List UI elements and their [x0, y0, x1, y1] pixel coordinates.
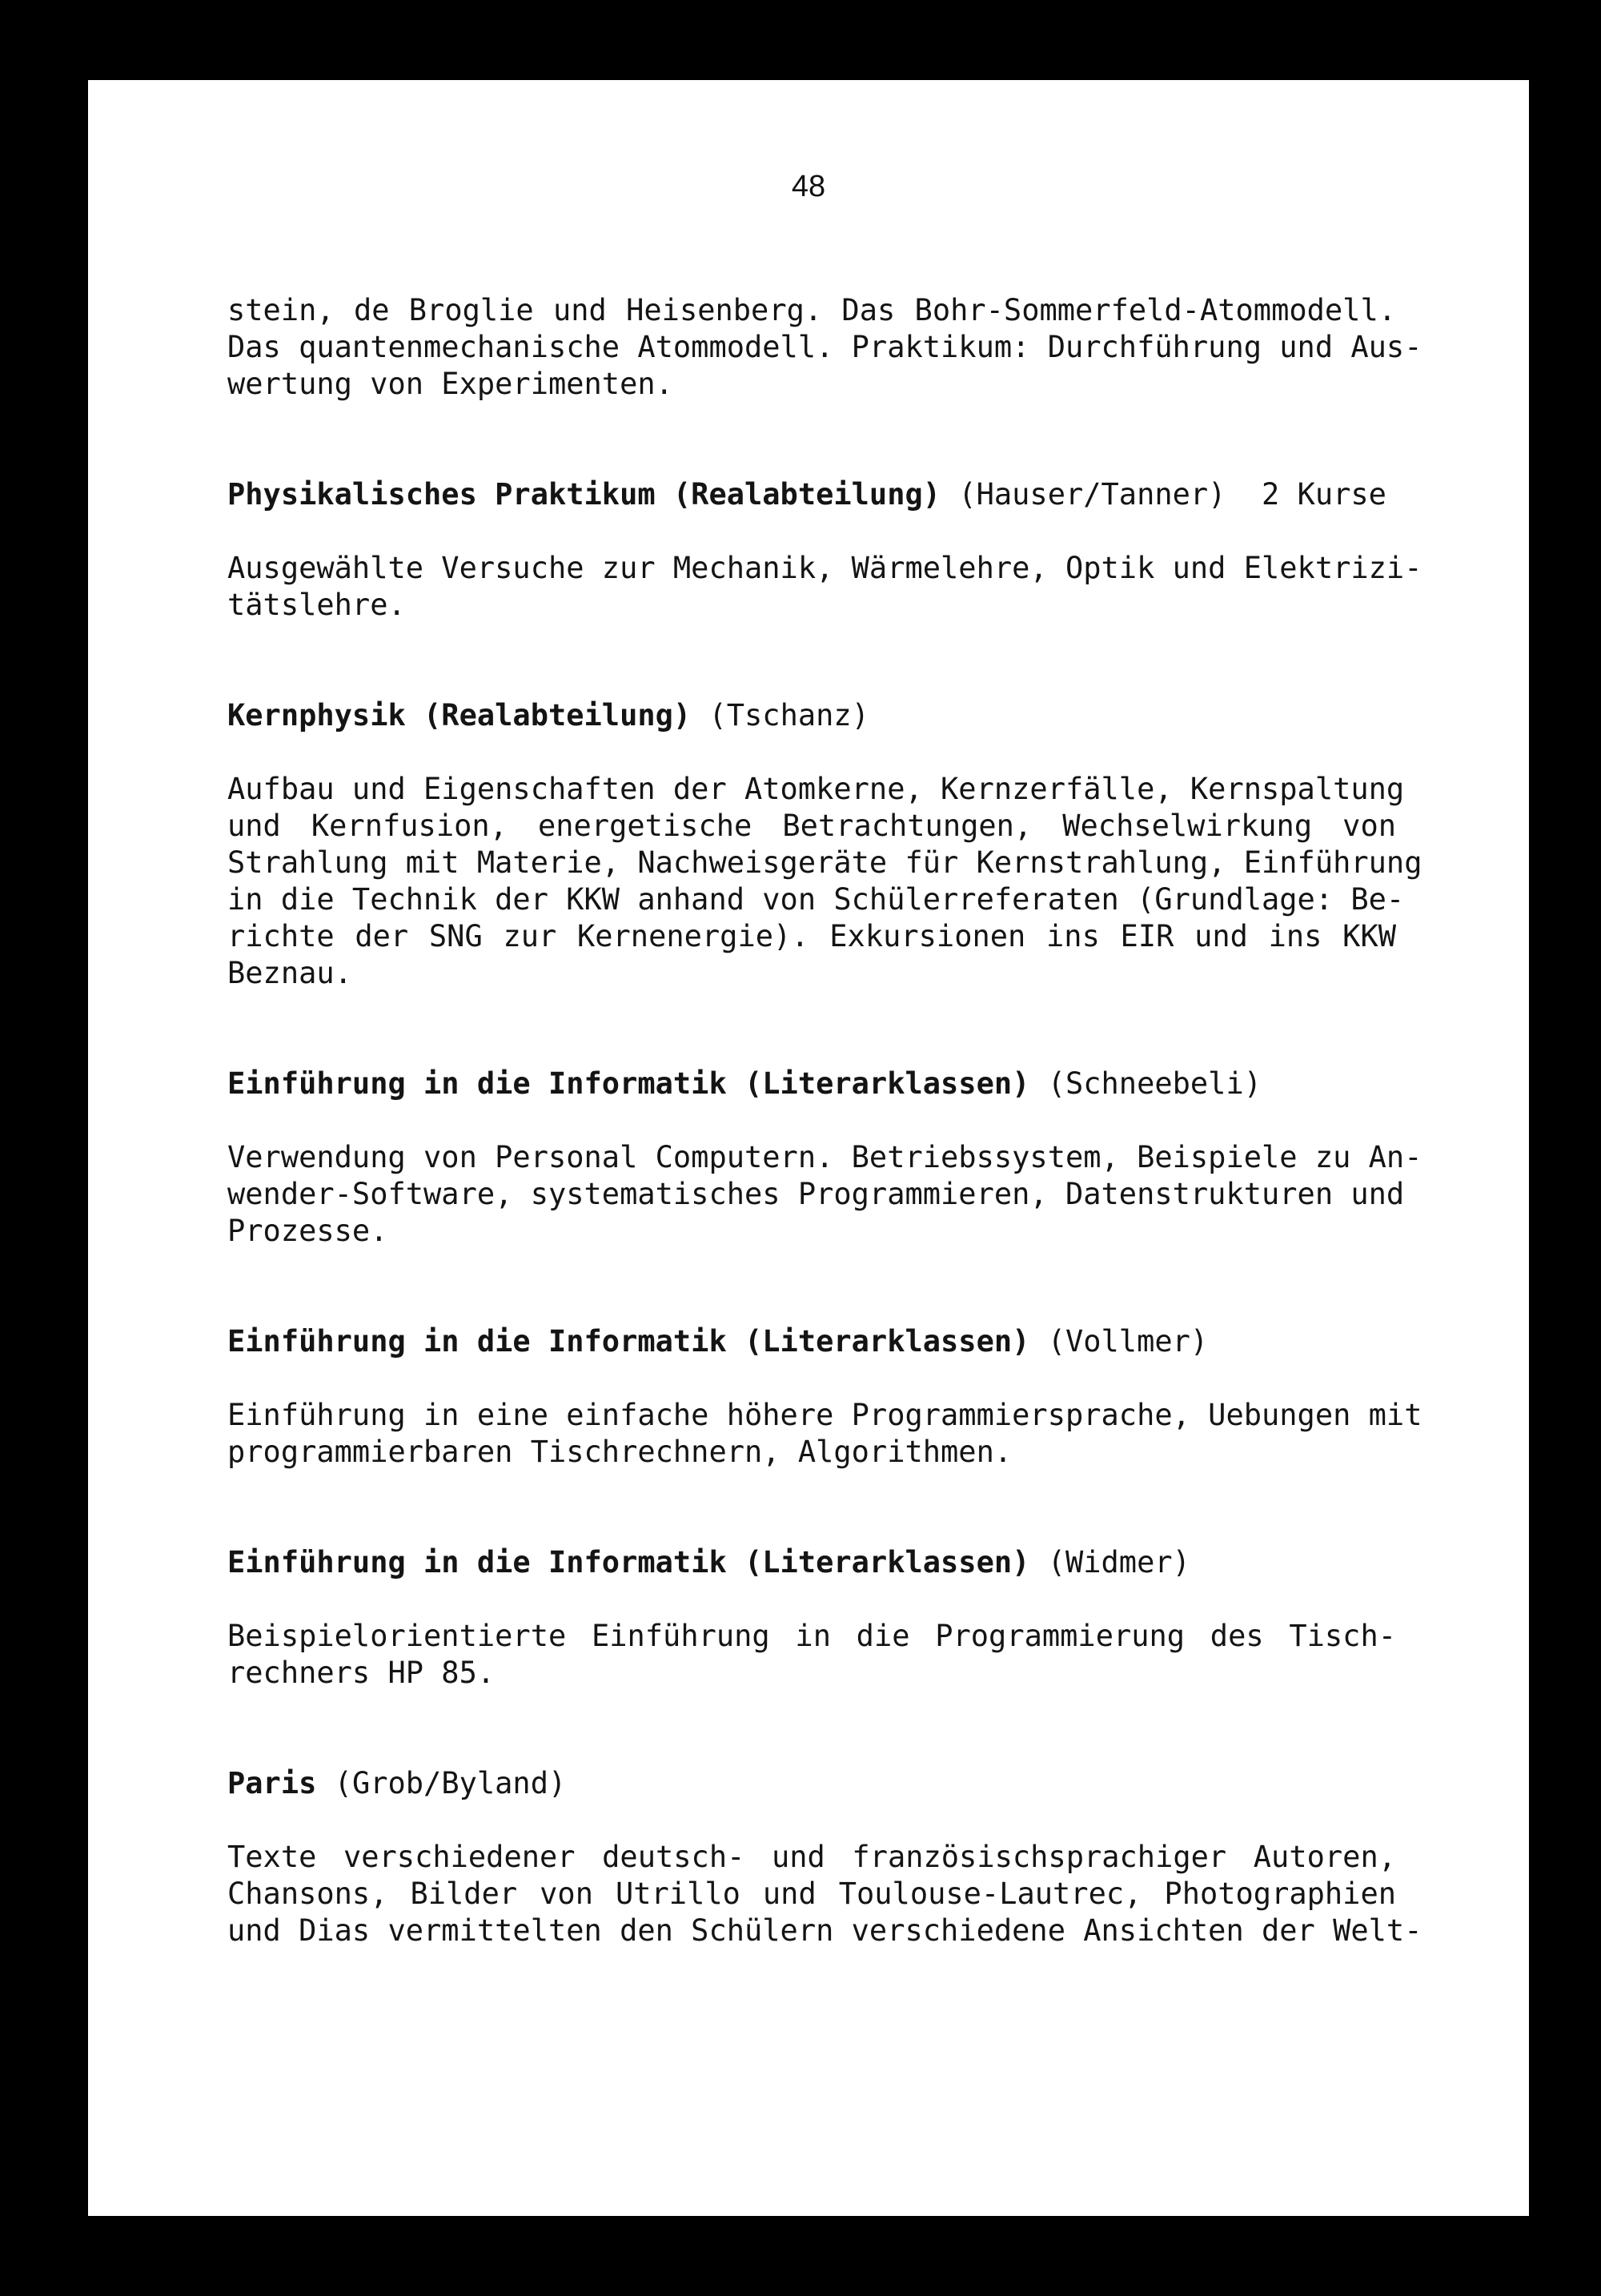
section-body-informatik-widmer [227, 1618, 1396, 1692]
text-line: stein, de Broglie und Heisenberg. Das Bohr-Sommerfeld-Atommodell. [227, 293, 1396, 327]
section-heading-physikalisches-praktikum [227, 476, 1396, 513]
text-line: Texte verschiedener deutsch- und französischsprachiger Autoren, [227, 1840, 1396, 1874]
text-line: und Dias vermittelten den Schülern verschiedene Ansichten der Welt- [227, 1913, 1422, 1948]
text-line: richte der SNG zur Kernenergie). Exkursionen ins EIR und ins KKW [227, 919, 1396, 953]
text-line: in die Technik der KKW anhand von Schülerreferaten (Grundlage: Be- [227, 882, 1405, 917]
section-title-suffix: (Widmer) [1029, 1545, 1190, 1580]
text-line: Das quantenmechanische Atommodell. Praktikum: Durchführung und Aus- [227, 330, 1422, 364]
section-title: Einführung in die Informatik (Literarklassen) [227, 1545, 1030, 1580]
page-content [227, 292, 1422, 1949]
section-body-kernphysik [227, 771, 1422, 992]
document-page [88, 80, 1529, 2216]
text-line: Strahlung mit Materie, Nachweisgeräte für Kernstrahlung, Einführung [227, 845, 1422, 880]
section-title-suffix: (Tschanz) [691, 698, 869, 733]
text-line: Beznau. [227, 956, 352, 990]
text-line: Aufbau und Eigenschaften der Atomkerne, Kernzerfälle, Kernspaltung [227, 772, 1405, 806]
text-line: Ausgewählte Versuche zur Mechanik, Wärmelehre, Optik und Elektrizi- [227, 551, 1422, 585]
section-heading-informatik-widmer [227, 1544, 1396, 1581]
text-line: programmierbaren Tischrechnern, Algorithmen. [227, 1435, 1013, 1469]
section-heading-informatik-schneebeli [227, 1066, 1396, 1102]
page-number: 48 [791, 170, 826, 203]
section-heading-informatik-vollmer [227, 1323, 1396, 1360]
intro-paragraph [227, 292, 1422, 403]
section-body-informatik-schneebeli [227, 1139, 1422, 1250]
section-heading-kernphysik [227, 697, 1396, 734]
section-body-paris [227, 1839, 1422, 1949]
section-title-suffix: (Hauser/Tanner) 2 Kurse [941, 477, 1386, 512]
text-line: Verwendung von Personal Computern. Betriebssystem, Beispiele zu An- [227, 1140, 1422, 1174]
section-title: Einführung in die Informatik (Literarklassen) [227, 1066, 1030, 1101]
text-line: und Kernfusion, energetische Betrachtungen, Wechselwirkung von [227, 809, 1396, 843]
section-title: Paris [227, 1766, 317, 1800]
section-body-physikalisches-praktikum [227, 550, 1422, 624]
text-line: Einführung in eine einfache höhere Programmiersprache, Uebungen mit [227, 1398, 1422, 1432]
section-title-suffix: (Grob/Byland) [316, 1766, 567, 1800]
text-line: tätslehre. [227, 588, 406, 622]
text-line: wertung von Experimenten. [227, 367, 673, 401]
section-title-suffix: (Schneebeli) [1029, 1066, 1262, 1101]
section-title: Kernphysik (Realabteilung) [227, 698, 692, 733]
section-heading-paris [227, 1765, 1396, 1802]
section-title: Physikalisches Praktikum (Realabteilung) [227, 477, 941, 512]
section-title-suffix: (Vollmer) [1029, 1324, 1209, 1359]
text-line: Chansons, Bilder von Utrillo und Toulouse-Lautrec, Photographien [227, 1877, 1396, 1911]
text-line: rechners HP 85. [227, 1656, 496, 1690]
section-body-informatik-vollmer [227, 1397, 1422, 1471]
text-line: wender-Software, systematisches Programmieren, Datenstrukturen und [227, 1177, 1405, 1211]
section-title: Einführung in die Informatik (Literarklassen) [227, 1324, 1030, 1359]
text-line: Prozesse. [227, 1214, 388, 1248]
text-line: Beispielorientierte Einführung in die Programmierung des Tisch- [227, 1619, 1396, 1653]
